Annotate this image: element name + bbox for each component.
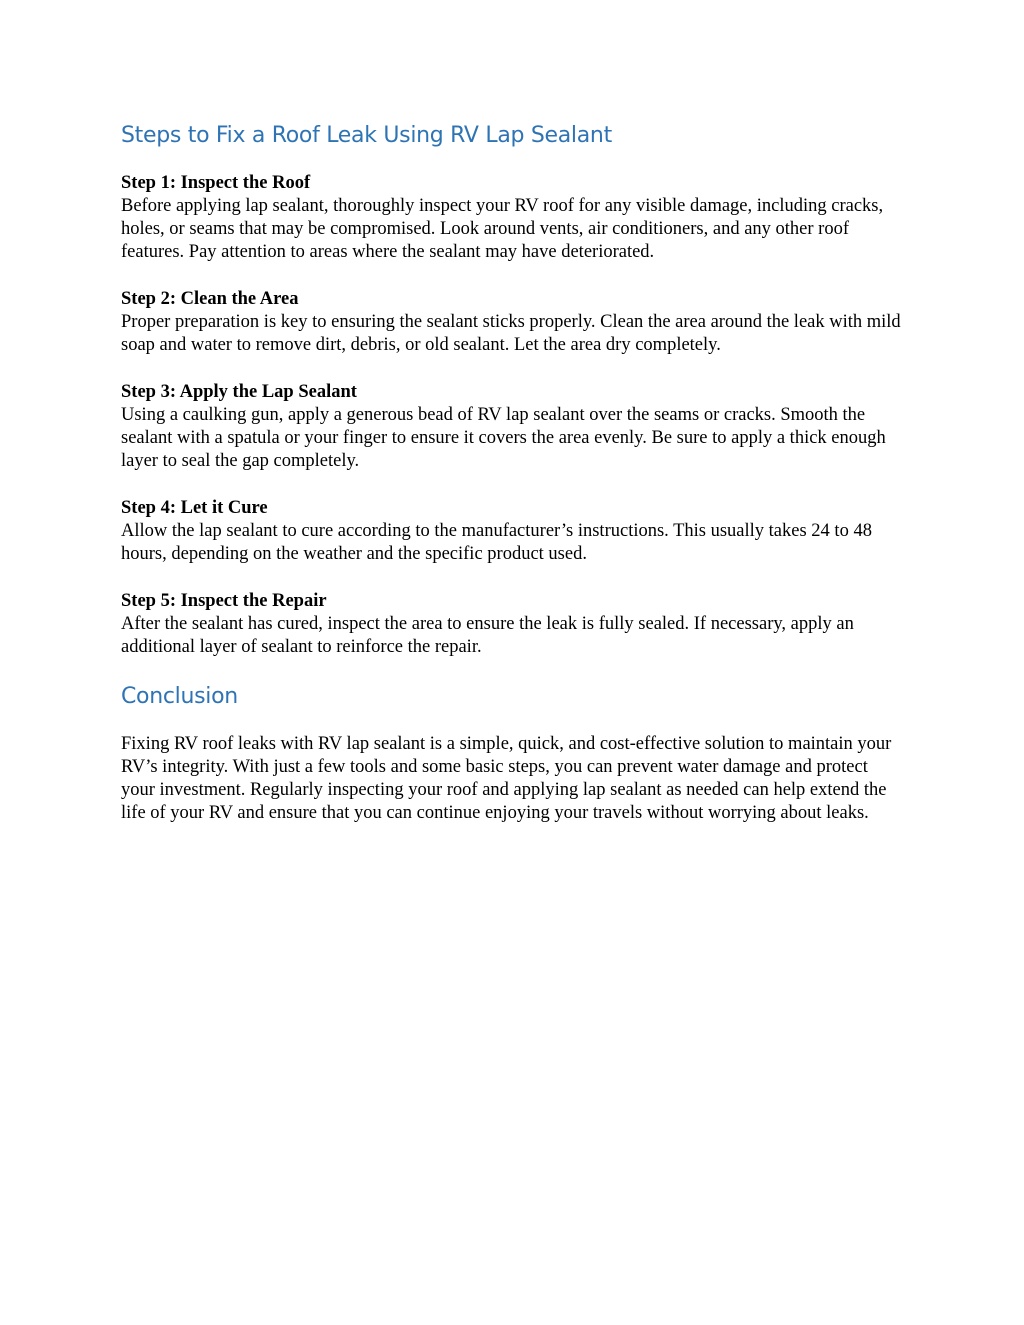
- step-1-body: Before applying lap sealant, thoroughly inspect your RV roof for any visible damage, including cracks, holes, or seams that may be compromised. Look around vents, air conditioners, and any other roof features. Pay attention to areas where the sealant may have deteriorated.: [121, 196, 884, 262]
- step-5-title: Step 5: Inspect the Repair: [121, 591, 327, 611]
- step-3: [121, 381, 911, 473]
- step-4: [121, 497, 911, 566]
- step-2-title: Step 2: Clean the Area: [121, 289, 299, 309]
- page-title: Steps to Fix a Roof Leak Using RV Lap Sealant: [121, 123, 612, 148]
- step-2: [121, 288, 911, 357]
- step-2-body: Proper preparation is key to ensuring the sealant sticks properly. Clean the area around the leak with mild soap and water to remove dirt, debris, or old sealant. Let the area dry completely.: [121, 312, 901, 355]
- step-1: [121, 172, 911, 264]
- step-3-body: Using a caulking gun, apply a generous bead of RV lap sealant over the seams or cracks. Smooth the sealant with a spatula or your finger to ensure it covers the area evenly. Be sure to apply a thick enough layer to seal the gap completely.: [121, 405, 886, 471]
- step-5: [121, 590, 911, 659]
- conclusion-body: Fixing RV roof leaks with RV lap sealant is a simple, quick, and cost-effective solution to maintain your RV’s integrity. With just a few tools and some basic steps, you can prevent water damage and protect your investment. Regularly inspecting your roof and applying lap sealant as needed can help extend the life of your RV and ensure that you can continue enjoying your travels without worrying about leaks.: [121, 734, 892, 823]
- step-5-body: After the sealant has cured, inspect the area to ensure the leak is fully sealed. If necessary, apply an additional layer of sealant to reinforce the repair.: [121, 614, 854, 657]
- step-4-title: Step 4: Let it Cure: [121, 498, 268, 518]
- step-1-title: Step 1: Inspect the Roof: [121, 173, 311, 193]
- step-4-body: Allow the lap sealant to cure according to the manufacturer’s instructions. This usually takes 24 to 48 hours, depending on the weather and the specific product used.: [121, 521, 872, 564]
- conclusion-heading: Conclusion: [121, 684, 238, 709]
- document-content: [121, 118, 911, 825]
- step-3-title: Step 3: Apply the Lap Sealant: [121, 382, 357, 402]
